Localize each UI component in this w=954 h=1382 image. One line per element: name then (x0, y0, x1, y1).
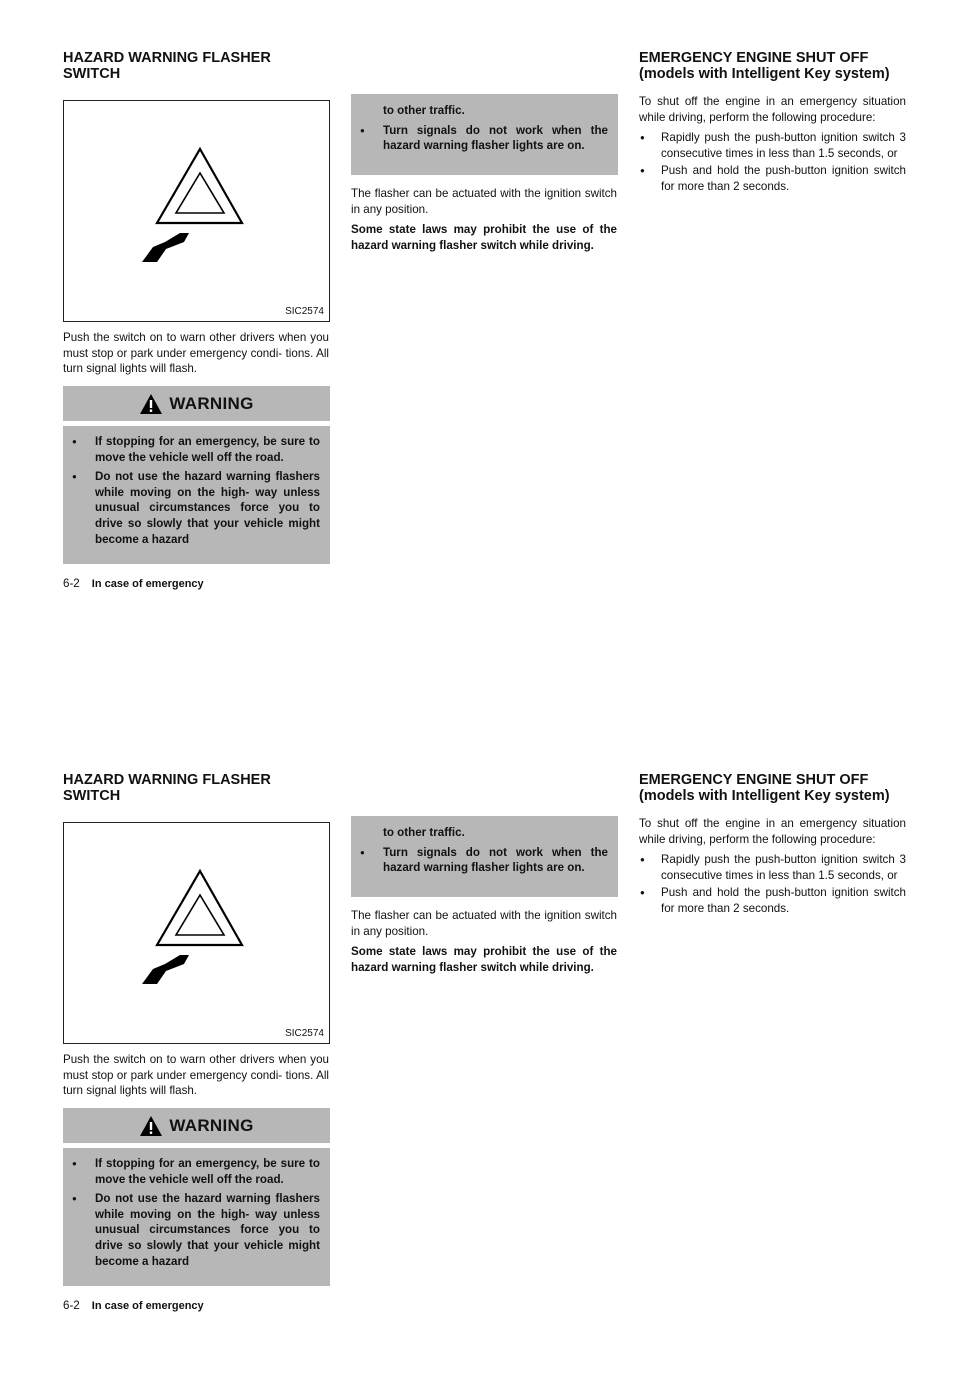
warning-item: ● If stopping for an emergency, be sure to move the vehicle well off the road. (63, 1156, 320, 1187)
section-heading (639, 50, 906, 82)
state-laws-paragraph: Some state laws may prohibit the use of the hazard warning flasher switch while driving. (351, 945, 617, 974)
heading-line-2: SWITCH (63, 788, 121, 804)
warning-continued-box (351, 816, 618, 897)
figure-label: SIC2574 (285, 1028, 324, 1039)
warning-item: ● Do not use the hazard warning flashers while moving on the high- way unless unusual circumstances force you to drive so slowly that your vehicle might become a hazard (63, 469, 320, 547)
warning-continued-text: to other traffic. (383, 104, 465, 117)
warning-item: ● Do not use the hazard warning flashers while moving on the high- way unless unusual circumstances force you to drive so slowly that your vehicle might become a hazard (63, 1191, 320, 1269)
intro-paragraph: To shut off the engine in an emergency situation while driving, perform the following procedure: (639, 95, 906, 124)
manual-page-top (0, 0, 954, 660)
footer-section: In case of emergency (91, 1300, 204, 1312)
page-footer (63, 1299, 204, 1312)
warning-icon (139, 393, 163, 415)
footer-section: In case of emergency (91, 578, 204, 590)
warning-item: ● Turn signals do not work when the hazard warning flasher lights are on. (351, 845, 608, 876)
warning-box (63, 426, 330, 564)
heading-line-2: (models with Intelligent Key system) (639, 66, 890, 82)
push-arrow-icon (64, 823, 329, 1043)
warning-box (63, 1148, 330, 1286)
flasher-paragraph: The flasher can be actuated with the ignition switch in any position. (351, 187, 617, 216)
procedure-item: ● Push and hold the push-button ignition switch for more than 2 seconds. (639, 163, 906, 194)
left-column (63, 50, 330, 82)
flasher-paragraph: The flasher can be actuated with the ignition switch in any position. (351, 909, 617, 938)
heading-line-1: HAZARD WARNING FLASHER (63, 772, 271, 788)
heading-line-1: EMERGENCY ENGINE SHUT OFF (639, 50, 869, 66)
procedure-item: ● Rapidly push the push-button ignition switch 3 consecutive times in less than 1.5 seconds, or (639, 852, 906, 883)
right-column (639, 772, 906, 919)
section-heading (63, 50, 330, 82)
warning-continued-box (351, 94, 618, 175)
body-paragraph: Push the switch on to warn other drivers when you must stop or park under emergency condi- tions. All turn signal lights will flash. (63, 1053, 329, 1098)
heading-line-2: (models with Intelligent Key system) (639, 788, 890, 804)
warning-title: WARNING (169, 1115, 254, 1135)
intro-paragraph: To shut off the engine in an emergency situation while driving, perform the following procedure: (639, 817, 906, 846)
warning-item: ● Turn signals do not work when the hazard warning flasher lights are on. (351, 123, 608, 154)
hazard-switch-figure (63, 822, 330, 1044)
manual-page-bottom (0, 722, 954, 1382)
procedure-item: ● Rapidly push the push-button ignition switch 3 consecutive times in less than 1.5 seconds, or (639, 130, 906, 161)
section-heading (63, 772, 330, 804)
page-footer (63, 577, 204, 590)
warning-continued-text: to other traffic. (383, 826, 465, 839)
page-number: 6-2 (63, 577, 80, 590)
section-heading (639, 772, 906, 804)
state-laws-paragraph: Some state laws may prohibit the use of the hazard warning flasher switch while driving. (351, 223, 617, 252)
heading-line-1: HAZARD WARNING FLASHER (63, 50, 271, 66)
heading-line-2: SWITCH (63, 66, 121, 82)
warning-header (63, 386, 330, 421)
left-column (63, 772, 330, 804)
warning-title: WARNING (169, 393, 254, 413)
heading-line-1: EMERGENCY ENGINE SHUT OFF (639, 772, 869, 788)
hazard-switch-figure (63, 100, 330, 322)
warning-icon (139, 1115, 163, 1137)
right-column (639, 50, 906, 197)
warning-header (63, 1108, 330, 1143)
push-arrow-icon (64, 101, 329, 321)
procedure-item: ● Push and hold the push-button ignition switch for more than 2 seconds. (639, 885, 906, 916)
page-number: 6-2 (63, 1299, 80, 1312)
figure-label: SIC2574 (285, 306, 324, 317)
body-paragraph: Push the switch on to warn other drivers when you must stop or park under emergency condi- tions. All turn signal lights will flash. (63, 331, 329, 376)
warning-item: ● If stopping for an emergency, be sure to move the vehicle well off the road. (63, 434, 320, 465)
